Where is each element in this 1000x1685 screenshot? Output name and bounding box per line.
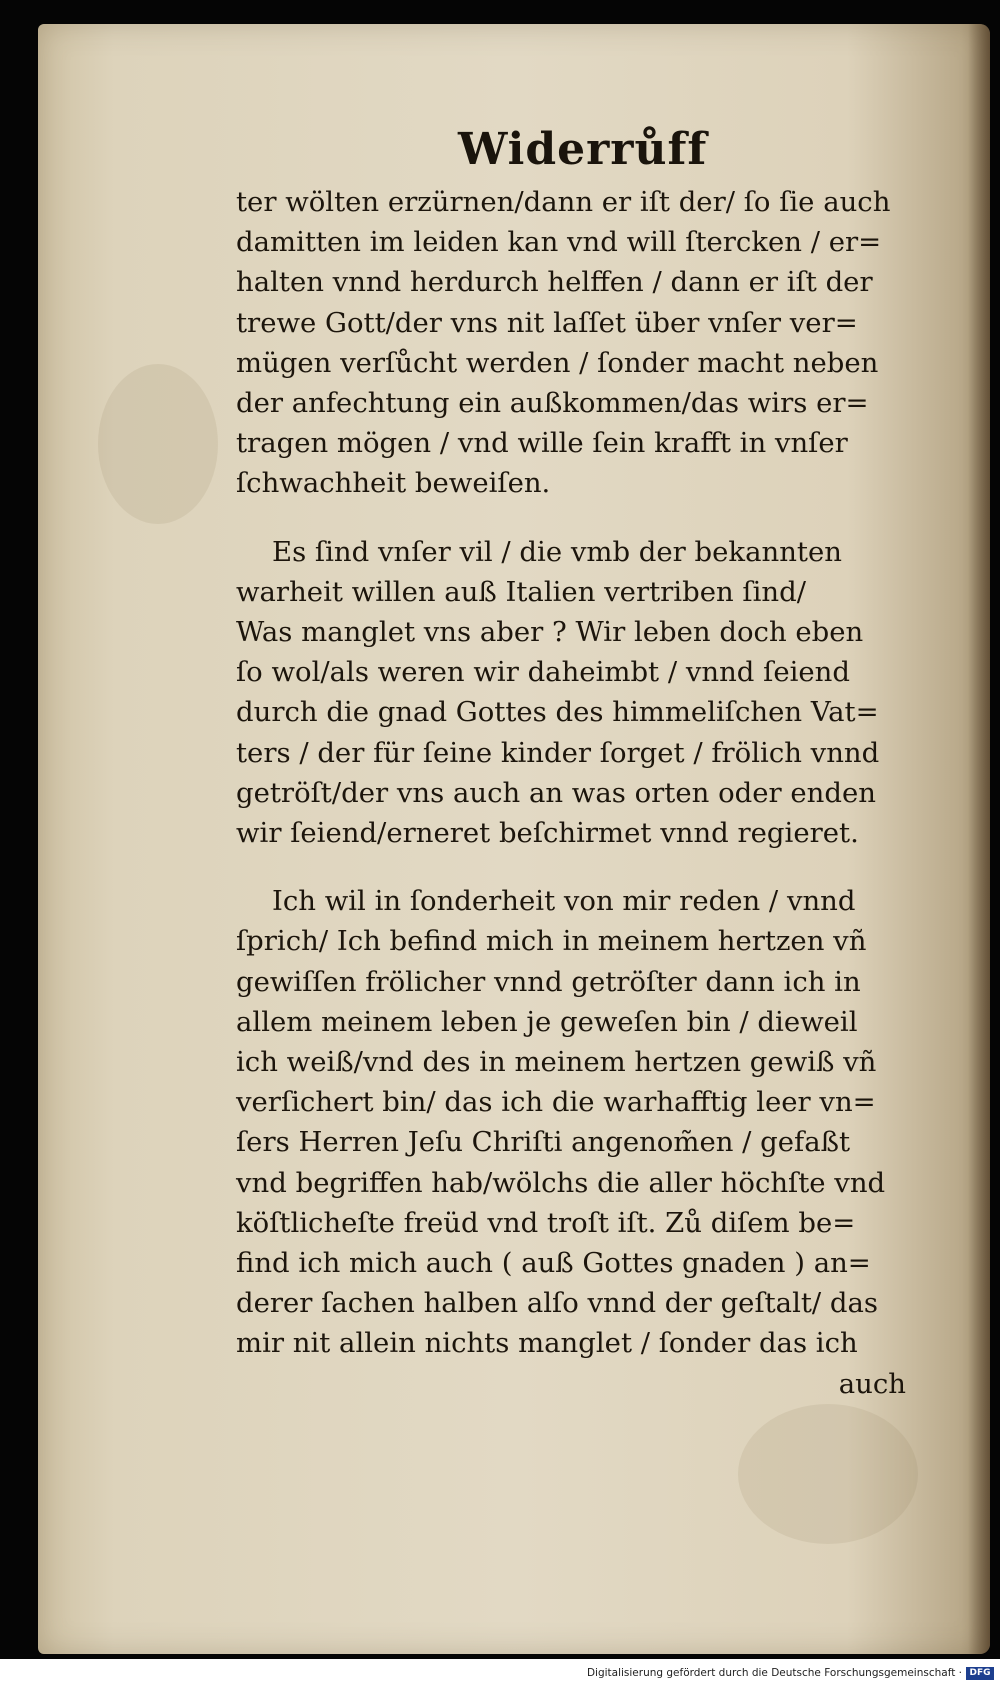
text-line: allem meinem leben je geweſen bin / dieweil	[236, 1005, 858, 1038]
text-line: mügen verſůcht werden / ſonder macht neben	[236, 346, 879, 379]
running-heading: Widerrůff	[458, 124, 708, 175]
text-line: verſichert bin/ das ich die warhafftig leer vn=	[236, 1086, 876, 1119]
footer-bar	[0, 1659, 1000, 1685]
text-line: trewe Gott/der vns nit laſſet über vnſer ver=	[236, 306, 858, 339]
book-page	[38, 24, 990, 1654]
text-line: ſers Herren Jeſu Chriſti angenom̃en / gefaßt	[236, 1126, 851, 1159]
text-line: Es ſind vnſer vil / die vmb der bekannten	[272, 535, 842, 568]
text-line: warheit willen auß Italien vertriben ſind/	[236, 575, 806, 608]
paragraph-1	[236, 182, 936, 504]
text-line: derer ſachen halben alſo vnnd der geſtalt/ das	[236, 1287, 879, 1320]
text-line: tragen mögen / vnd wille ſein krafft in vnſer	[236, 427, 848, 460]
paragraph-2	[236, 532, 936, 854]
text-line: mir nit allein nichts manglet / ſonder das ich	[236, 1327, 858, 1360]
dfg-logo-icon: DFG	[966, 1667, 994, 1680]
text-line: der anfechtung ein außkommen/das wirs er=	[236, 387, 869, 420]
text-line: ter wölten erzürnen/dann er iſt der/ ſo ſie auch	[236, 186, 891, 218]
body-text	[236, 182, 936, 1404]
text-line: find ich mich auch ( auß Gottes gnaden ) an=	[236, 1247, 871, 1280]
text-line: gewiſſen frölicher vnnd getröſter dann ich in	[236, 965, 861, 998]
paper-stain	[98, 364, 218, 524]
text-line: Ich wil in ſonderheit von mir reden / vnnd	[272, 885, 856, 918]
text-line: damitten im leiden kan vnd will ſtercken / er=	[236, 226, 882, 259]
text-line: ſo wol/als weren wir daheimbt / vnnd ſeiend	[236, 656, 850, 689]
catchword: auch	[838, 1367, 906, 1400]
text-line: ſprich/ Ich befind mich in meinem hertzen vñ	[236, 925, 867, 958]
text-line: durch die gnad Gottes des himmeliſchen Vat=	[236, 696, 879, 729]
text-line: getröſt/der vns auch an was orten oder enden	[236, 776, 876, 809]
text-line: wir ſeiend/erneret beſchirmet vnnd regieret.	[236, 817, 859, 850]
text-line: ſchwachheit beweiſen.	[236, 467, 551, 500]
text-line: ich weiß/vnd des in meinem hertzen gewiß vñ	[236, 1046, 877, 1079]
funding-notice: Digitalisierung gefördert durch die Deutsche Forschungsgemeinschaft ·	[586, 1667, 962, 1679]
text-line: halten vnnd herdurch helffen / dann er iſt der	[236, 266, 873, 299]
paper-stain	[738, 1404, 918, 1544]
text-line: Was manglet vns aber ? Wir leben doch eben	[236, 616, 864, 649]
paragraph-3	[236, 881, 936, 1363]
text-line: köſtlicheſte freüd vnd troſt iſt. Zů diſem be=	[236, 1206, 856, 1239]
text-line: ters / der für ſeine kinder ſorget / frölich vnnd	[236, 736, 880, 769]
text-line: vnd begriffen hab/wölchs die aller höchſte vnd	[236, 1166, 886, 1199]
binding-edge	[968, 24, 990, 1654]
